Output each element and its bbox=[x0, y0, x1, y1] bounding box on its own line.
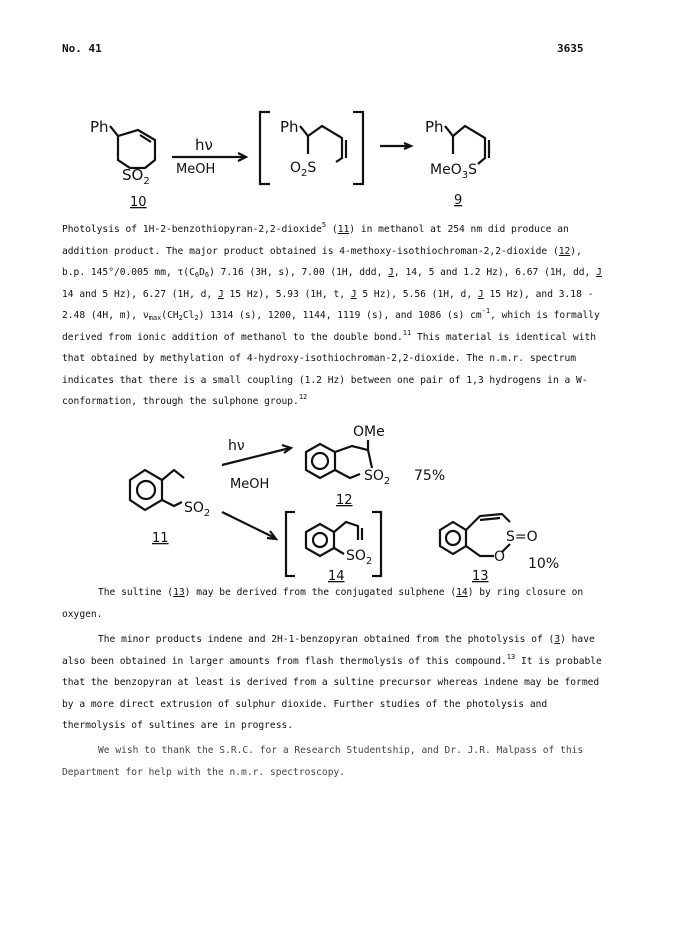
compound-9-label: 9 bbox=[454, 193, 463, 208]
ome-label: OMe bbox=[353, 424, 385, 440]
reaction-scheme-1 bbox=[60, 100, 620, 214]
yield-10: 10% bbox=[528, 556, 560, 572]
ring-bond bbox=[335, 446, 372, 468]
compound-14-label: 14 bbox=[328, 569, 345, 584]
right-bracket bbox=[372, 512, 381, 576]
compound-12-label: 12 bbox=[336, 493, 353, 508]
sultine-ring-lower bbox=[466, 546, 494, 556]
compound-11-label: 11 bbox=[152, 531, 169, 546]
aromatic-circle bbox=[313, 533, 327, 547]
left-bracket bbox=[260, 112, 270, 184]
meoh-label: MeOH bbox=[230, 477, 270, 492]
meoh-label: MeOH bbox=[176, 162, 216, 177]
sultine-ring-upper bbox=[466, 514, 510, 530]
ph-label: Ph bbox=[425, 118, 444, 136]
ch2-bond bbox=[162, 500, 182, 506]
o2s-label-full: $O_2S$ bbox=[290, 160, 317, 179]
paragraph-acknowledgement: We wish to thank the S.R.C. for a Research Studentship, and Dr. J.R. Malpass of this Department for help with the n.m.r. spectroscopy. bbox=[62, 745, 584, 778]
meo3s-label: MeO$_3$S bbox=[430, 162, 477, 181]
paragraph-sultine: The sultine (13) may be derived from the conjugated sulphene (14) by ring closure on oxygen. bbox=[62, 587, 584, 620]
compound-13-label: 13 bbox=[472, 569, 489, 584]
aromatic-circle bbox=[137, 481, 155, 499]
paragraph-results: Photolysis of 1H-2-benzothiopyran-2,2-dioxide$^5$ (11) in methanol at 254 nm did produce an addition product. The major product obtained is 4-methoxy-isothiochroman-2,2-dioxide (12), b.p. 145°/0.005 mm, $\tau(C_6D_6)$ 7.16 (3H, s), 7.00 (1H, ddd, J, 14, 5 and 1.2 Hz), 6.67 (1H, dd, J 14 and 5 Hz), 6.27 (1H, d, J 15 Hz), 5.93 (1H, t, J 5 Hz), 5.56 (1H, d, J 15 Hz), and 3.18 - 2.48 (4H, m), $\nu_{max}(CH_2Cl_2)$ 1314 (s), 1200, 1144, 1119 (s), and 1086 (s) $cm^{-1}$, which is formally derived from ionic addition of methanol to the double bond.$^{11}$ This material is identical with that obtained by methylation of 4-hydroxy-isothiochroman-2,2-dioxide. The n.m.r. spectrum indicates that there is a small coupling (1.2 Hz) between one pair of 1,3 hydrogens in a W-conformation, through the sulphone group.$^{12}$ bbox=[62, 221, 602, 407]
yield-75: 75% bbox=[414, 468, 446, 484]
vinyl-bond bbox=[162, 470, 184, 480]
benzene-ring bbox=[306, 444, 335, 478]
ph-label: Ph bbox=[280, 118, 299, 136]
aromatic-circle bbox=[312, 453, 328, 469]
left-bracket bbox=[286, 512, 295, 576]
so2-label: $SO_2$ bbox=[122, 166, 150, 187]
compound-10-label: 10 bbox=[130, 195, 147, 210]
journal-issue: No. 41 bbox=[62, 42, 102, 55]
so2-label: $SO_2$ bbox=[346, 548, 373, 567]
so2-label: $SO_2$ bbox=[184, 500, 211, 519]
open-chain bbox=[300, 126, 342, 162]
ring-bond-lower bbox=[335, 470, 360, 478]
hv-label: hν bbox=[195, 136, 213, 154]
right-bracket bbox=[353, 112, 363, 184]
sulphene-chain bbox=[334, 522, 358, 540]
ph-label: Ph bbox=[90, 118, 109, 136]
paragraph-minor-products: The minor products indene and 2H-1-benzopyran obtained from the photolysis of (3) have also been obtained in larger amounts from flash thermolysis of this compound.$^{13}$ It is probable that the benzopyran at least is derived from a sultine precursor whereas indene may be formed by a more direct extrusion of sulphur dioxide. Further studies of the photolysis and thermolysis of sultines are in progress. bbox=[62, 634, 602, 731]
so2-label: $SO_2$ bbox=[364, 468, 391, 487]
benzene-ring bbox=[130, 470, 162, 510]
reaction-scheme-2 bbox=[110, 420, 580, 589]
benzene-ring bbox=[440, 522, 466, 554]
reaction-arrow-lower bbox=[222, 512, 275, 538]
ch2-bond bbox=[334, 548, 344, 554]
aromatic-circle bbox=[446, 531, 460, 545]
double-bond bbox=[480, 518, 500, 520]
benzene-ring bbox=[306, 524, 334, 556]
thiopyran-ring bbox=[110, 126, 155, 168]
hv-label: hν bbox=[228, 438, 245, 454]
product-chain bbox=[445, 126, 485, 164]
s-equals-o-label: S=O bbox=[506, 529, 538, 545]
page-number: 3635 bbox=[557, 42, 584, 55]
ring-oxygen-label: O bbox=[494, 549, 506, 565]
